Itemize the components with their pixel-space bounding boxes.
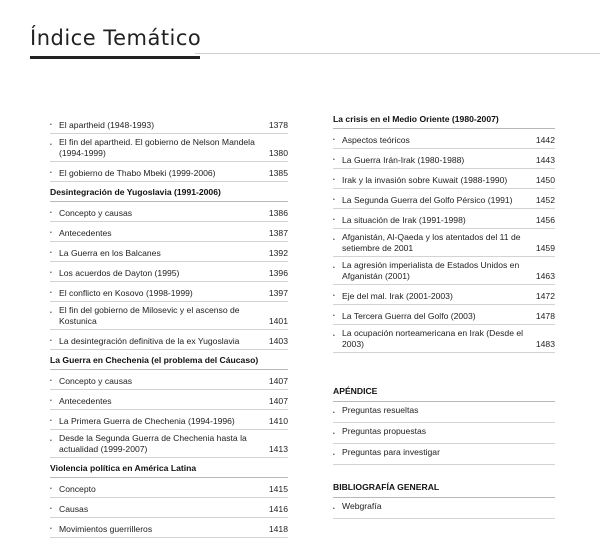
index-entry[interactable]	[333, 209, 555, 229]
bullet-icon: •	[50, 250, 52, 256]
page-number: 1387	[268, 228, 288, 238]
section-heading: La crisis en el Medio Oriente (1980-2007)	[333, 114, 555, 129]
entry-title: Movimientos guerrilleros	[59, 524, 153, 534]
bullet-icon: •	[333, 506, 335, 512]
bullet-icon: •	[333, 197, 335, 203]
entry-title: Antecedentes	[59, 396, 112, 406]
index-entry[interactable]	[50, 134, 288, 162]
page-header	[0, 0, 600, 66]
page-number: 1459	[535, 243, 555, 253]
left-column	[50, 114, 288, 538]
index-entry[interactable]	[333, 189, 555, 209]
section-heading: Violencia política en América Latina	[50, 463, 288, 478]
page-number: 1442	[535, 135, 555, 145]
entry-title: Los acuerdos de Dayton (1995)	[59, 268, 180, 278]
entry-title: La Tercera Guerra del Golfo (2003)	[342, 311, 476, 321]
bibliography-heading: BIBLIOGRAFÍA GENERAL	[333, 479, 555, 498]
header-rule	[195, 53, 600, 54]
page-number: 1397	[268, 288, 288, 298]
bullet-icon: •	[50, 122, 52, 128]
index-section	[50, 187, 288, 350]
index-section	[333, 114, 555, 353]
bullet-icon: •	[50, 230, 52, 236]
page-number: 1385	[268, 168, 288, 178]
bullet-icon: •	[333, 217, 335, 223]
index-entry[interactable]	[50, 302, 288, 330]
bullet-icon: •	[333, 452, 335, 458]
index-entry[interactable]	[333, 498, 555, 519]
page-title: Índice Temático	[30, 26, 202, 50]
title-underline	[30, 56, 200, 59]
page-number: 1403	[268, 336, 288, 346]
index-entry[interactable]	[333, 423, 555, 444]
entry-title: El apartheid (1948-1993)	[59, 120, 155, 130]
index-entry[interactable]	[333, 444, 555, 465]
index-entry[interactable]	[333, 149, 555, 169]
bullet-icon: •	[50, 418, 52, 424]
index-entry[interactable]	[50, 330, 288, 350]
page-number: 1401	[268, 316, 288, 326]
index-entry[interactable]	[50, 222, 288, 242]
bullet-icon: •	[50, 170, 52, 176]
page-number: 1463	[535, 271, 555, 281]
entry-title: El fin del apartheid. El gobierno de Nelson Mandela (1994-1999)	[59, 137, 255, 158]
page-number: 1392	[268, 248, 288, 258]
page-number: 1378	[268, 120, 288, 130]
bullet-icon: •	[50, 270, 52, 276]
index-entry[interactable]	[50, 242, 288, 262]
page-number: 1407	[268, 376, 288, 386]
index-entry[interactable]	[333, 257, 555, 285]
bullet-icon: •	[50, 338, 52, 344]
entry-title: Preguntas para investigar	[342, 447, 440, 457]
bullet-icon: •	[50, 526, 52, 532]
index-entry[interactable]	[50, 114, 288, 134]
index-entry[interactable]	[50, 430, 288, 458]
bullet-icon: •	[50, 398, 52, 404]
index-entry[interactable]	[50, 162, 288, 182]
bullet-icon: •	[333, 293, 335, 299]
bullet-icon: •	[50, 486, 52, 492]
entry-title: La situación de Irak (1991-1998)	[342, 215, 466, 225]
bullet-icon: •	[333, 237, 335, 243]
index-entry[interactable]	[50, 410, 288, 430]
right-column	[333, 114, 555, 519]
page-number: 1415	[268, 484, 288, 494]
index-section	[50, 355, 288, 458]
entry-title: Aspectos teóricos	[342, 135, 410, 145]
page-number: 1407	[268, 396, 288, 406]
bullet-icon: •	[50, 506, 52, 512]
index-entry[interactable]	[50, 282, 288, 302]
entry-title: La ocupación norteamericana en Irak (Desde el 2003)	[342, 328, 524, 349]
page-number: 1456	[535, 215, 555, 225]
bullet-icon: •	[50, 142, 52, 148]
entry-title: El conflicto en Kosovo (1998-1999)	[59, 288, 193, 298]
entry-title: Webgrafía	[342, 501, 382, 511]
index-entry[interactable]	[50, 202, 288, 222]
entry-title: Concepto	[59, 484, 96, 494]
index-entry[interactable]	[333, 325, 555, 353]
page-number: 1452	[535, 195, 555, 205]
section-heading: La Guerra en Chechenia (el problema del Cáucaso)	[50, 355, 288, 370]
bullet-icon: •	[333, 157, 335, 163]
section-heading: Desintegración de Yugoslavia (1991-2006)	[50, 187, 288, 202]
bullet-icon: •	[50, 310, 52, 316]
page-number: 1450	[535, 175, 555, 185]
index-entry[interactable]	[50, 518, 288, 538]
bullet-icon: •	[50, 210, 52, 216]
page-number: 1483	[535, 339, 555, 349]
index-entry[interactable]	[333, 229, 555, 257]
entry-title: Concepto y causas	[59, 376, 133, 386]
entry-title: La Guerra Irán-Irak (1980-1988)	[342, 155, 465, 165]
bullet-icon: •	[333, 410, 335, 416]
entry-title: Antecedentes	[59, 228, 112, 238]
entry-title: La desintegración definitiva de la ex Yugoslavia	[59, 336, 240, 346]
bullet-icon: •	[333, 313, 335, 319]
entry-title: Afganistán, Al-Qaeda y los atentados del 11 de setiembre de 2001	[342, 232, 521, 253]
bullet-icon: •	[333, 333, 335, 339]
entry-title: La Primera Guerra de Chechenia (1994-1996)	[59, 416, 235, 426]
entry-title: El gobierno de Thabo Mbeki (1999-2006)	[59, 168, 216, 178]
index-entry[interactable]	[333, 402, 555, 423]
index-entry[interactable]	[50, 370, 288, 390]
index-entry[interactable]	[333, 305, 555, 325]
bullet-icon: •	[333, 265, 335, 271]
page-number: 1443	[535, 155, 555, 165]
entry-title: Preguntas resueltas	[342, 405, 419, 415]
section-intro	[50, 114, 288, 182]
entry-title: Desde la Segunda Guerra de Chechenia hasta la actualidad (1999-2007)	[59, 433, 247, 454]
index-entry[interactable]	[333, 169, 555, 189]
page-number: 1418	[268, 524, 288, 534]
entry-title: Causas	[59, 504, 89, 514]
entry-title: Irak y la invasión sobre Kuwait (1988-1990)	[342, 175, 508, 185]
index-entry[interactable]	[333, 129, 555, 149]
index-entry[interactable]	[50, 478, 288, 498]
index-entry[interactable]	[50, 498, 288, 518]
page-number: 1380	[268, 148, 288, 158]
index-entry[interactable]	[50, 390, 288, 410]
page-number: 1472	[535, 291, 555, 301]
bullet-icon: •	[50, 438, 52, 444]
index-entry[interactable]	[333, 285, 555, 305]
page-number: 1416	[268, 504, 288, 514]
entry-title: La Guerra en los Balcanes	[59, 248, 161, 258]
bullet-icon: •	[333, 431, 335, 437]
entry-title: La Segunda Guerra del Golfo Pérsico (1991)	[342, 195, 513, 205]
page-number: 1478	[535, 311, 555, 321]
entry-title: Preguntas propuestas	[342, 426, 427, 436]
page-number: 1396	[268, 268, 288, 278]
entry-title: El fin del gobierno de Milosevic y el ascenso de Kostunica	[59, 305, 240, 326]
bullet-icon: •	[333, 137, 335, 143]
entry-title: Eje del mal. Irak (2001-2003)	[342, 291, 453, 301]
entry-title: Concepto y causas	[59, 208, 133, 218]
entry-title: La agresión imperialista de Estados Unidos en Afganistán (2001)	[342, 260, 520, 281]
appendix-heading: APÉNDICE	[333, 383, 555, 402]
index-section	[50, 463, 288, 538]
index-entry[interactable]	[50, 262, 288, 282]
page-number: 1386	[268, 208, 288, 218]
bullet-icon: •	[50, 290, 52, 296]
page-number: 1413	[268, 444, 288, 454]
bullet-icon: •	[333, 177, 335, 183]
page-number: 1410	[268, 416, 288, 426]
bullet-icon: •	[50, 378, 52, 384]
